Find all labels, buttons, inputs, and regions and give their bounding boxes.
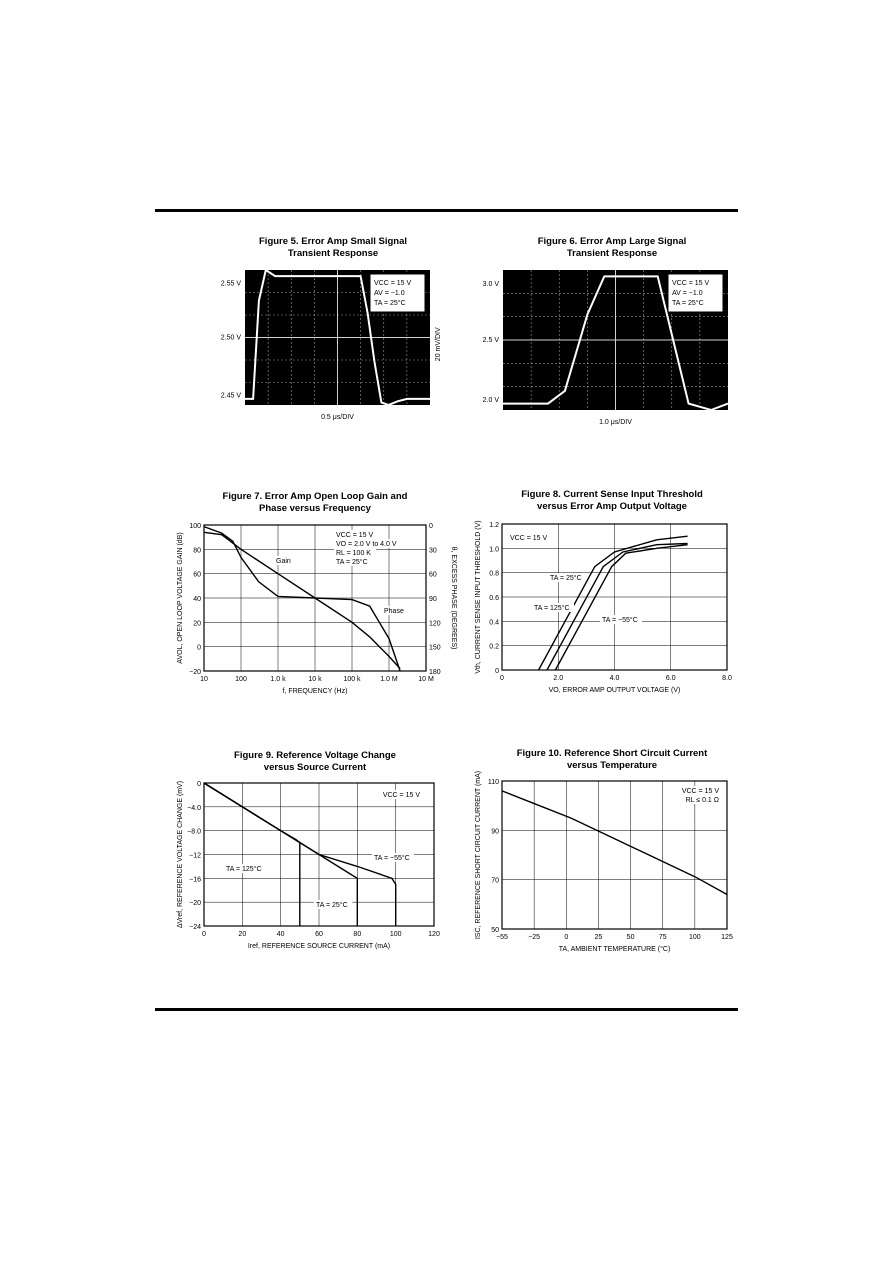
- fig9-y-tick-label: −20: [189, 900, 201, 908]
- fig7-x-tick-label: 10 M: [418, 676, 434, 683]
- fig7-y-tick-label: −20: [189, 669, 201, 676]
- fig8-x-tick-label: 4.0: [609, 675, 620, 682]
- fig10-x-tick-label: 0: [564, 934, 569, 941]
- fig9-y-tick-label: 0: [197, 781, 201, 788]
- fig9-x-tick-label: 100: [389, 931, 402, 938]
- fig5-condition: VCC = 15 V: [374, 280, 412, 287]
- fig5-condition: AV = −1.0: [374, 290, 405, 297]
- fig8-x-tick-label: 2.0: [553, 675, 564, 682]
- fig6-y-tick-label: 3.0 V: [482, 281, 499, 288]
- fig8-x-axis-label: VO, ERROR AMP OUTPUT VOLTAGE (V): [548, 687, 681, 694]
- fig7-condition: VCC = 15 V: [336, 532, 374, 539]
- fig10-y-tick-label: 110: [487, 779, 499, 786]
- fig8-series-label: TA = 25°C: [550, 575, 582, 582]
- fig9-x-tick-label: 60: [315, 931, 323, 938]
- fig10-x-tick-label: 50: [626, 934, 635, 941]
- fig7-x-axis-label: f, FREQUENCY (Hz): [282, 688, 348, 695]
- fig8-y-tick-label: 0.2: [489, 643, 499, 651]
- fig10-x-tick-label: 125: [721, 934, 733, 941]
- fig7-y-right-tick-label: 30: [429, 547, 437, 555]
- fig8-y-tick-label: 0.6: [489, 595, 499, 602]
- fig8-x-tick-label: 0: [500, 675, 504, 682]
- fig8-y-tick-label: 1.2: [489, 522, 499, 529]
- fig6-condition: AV = −1.0: [672, 290, 703, 297]
- fig8-y-tick-label: 0.8: [489, 570, 499, 578]
- fig7-y-tick-label: 60: [193, 571, 201, 579]
- fig9-y-tick-label: −8.0: [187, 828, 201, 836]
- fig10-y-tick-label: 90: [491, 828, 499, 836]
- fig7-condition: VO = 2.0 V to 4.0 V: [336, 541, 397, 548]
- fig9-x-tick-label: 80: [353, 931, 362, 938]
- fig9-x-tick-label: 120: [428, 931, 440, 938]
- fig7-y-right-axis-label: θ, EXCESS PHASE (DEGREES): [450, 546, 457, 650]
- fig7-y-right-tick-label: 60: [429, 571, 437, 579]
- fig7-y-tick-label: 40: [193, 596, 201, 603]
- fig9-y-tick-label: −16: [189, 876, 201, 884]
- fig10-x-tick-label: −25: [528, 934, 541, 941]
- fig10-x-tick-label: 75: [658, 934, 667, 941]
- fig9-y-tick-label: −12: [189, 852, 201, 860]
- fig5-y-tick-label: 2.55 V: [220, 280, 241, 288]
- fig9-series-label: TA = −55°C: [374, 855, 410, 862]
- fig8-series-label: TA = −55°C: [602, 617, 638, 624]
- fig7-y-tick-label: 20: [193, 620, 201, 628]
- fig8-y-tick-label: 0.4: [489, 619, 499, 627]
- fig8-title: Figure 8. Current Sense Input Threshold versus Error Amp Output Voltage: [521, 489, 703, 512]
- fig10-x-axis-label: TA, AMBIENT TEMPERATURE (°C): [558, 946, 671, 953]
- fig7-y-tick-label: 0: [197, 644, 201, 652]
- fig6-y-tick-label: 2.5 V: [482, 337, 499, 344]
- fig6-y-tick-label: 2.0 V: [482, 397, 499, 405]
- fig10-y-tick-label: 50: [491, 927, 499, 934]
- fig7-x-tick-label: 10 k: [308, 676, 322, 683]
- fig6-title: Figure 6. Error Amp Large Signal Transient Response: [537, 236, 687, 259]
- fig10-x-tick-label: 25: [594, 934, 603, 941]
- fig7-y-right-tick-label: 180: [429, 669, 441, 676]
- fig5-y-tick-label: 2.50 V: [220, 334, 241, 342]
- fig7-x-tick-label: 100: [235, 676, 247, 683]
- fig8-y-tick-label: 1.0: [489, 546, 499, 554]
- fig8-x-tick-label: 8.0: [722, 675, 732, 682]
- fig9-y-tick-label: −4.0: [187, 804, 201, 812]
- fig5-x-axis-label: 0.5 μs/DIV: [321, 414, 354, 421]
- fig10-x-tick-label: −55: [496, 934, 508, 941]
- fig7-title: Figure 7. Error Amp Open Loop Gain and Phase versus Frequency: [222, 491, 408, 514]
- fig9-x-axis-label: Iref, REFERENCE SOURCE CURRENT (mA): [247, 943, 391, 950]
- fig9-x-tick-label: 20: [238, 931, 247, 938]
- fig7-x-tick-label: 1.0 k: [270, 676, 286, 683]
- fig7-series-label: Phase: [384, 608, 404, 615]
- fig9-x-tick-label: 0: [202, 931, 206, 938]
- fig8-series-label: TA = 125°C: [534, 605, 570, 612]
- fig9-x-tick-label: 40: [276, 931, 285, 938]
- fig7-y-right-tick-label: 150: [429, 644, 441, 652]
- fig7-y-right-tick-label: 90: [429, 596, 437, 603]
- fig8-y-axis-label: Vth, CURRENT SENSE INPUT THRESHOLD (V): [475, 520, 482, 674]
- fig7-y-right-tick-label: 120: [429, 620, 441, 628]
- fig9-condition: VCC = 15 V: [382, 792, 420, 799]
- fig7-condition: TA = 25°C: [336, 559, 368, 566]
- fig7-y-tick-label: 100: [189, 523, 201, 530]
- fig7-y-right-tick-label: 0: [429, 523, 433, 530]
- fig9-series-label: TA = 25°C: [316, 902, 348, 909]
- fig6-condition: VCC = 15 V: [672, 280, 710, 287]
- fig8-condition: VCC = 15 V: [510, 535, 548, 542]
- fig7-y-tick-label: 80: [193, 547, 201, 555]
- fig6-x-axis-label: 1.0 μs/DIV: [599, 419, 632, 426]
- fig9-title: Figure 9. Reference Voltage Change versus Source Current: [234, 750, 396, 773]
- fig10-title: Figure 10. Reference Short Circuit Current versus Temperature: [516, 748, 708, 771]
- fig8-y-tick-label: 0: [495, 668, 499, 675]
- fig7-x-tick-label: 1.0 M: [380, 676, 398, 683]
- fig5-y-tick-label: 2.45 V: [220, 392, 241, 400]
- fig7-x-tick-label: 10: [200, 676, 208, 683]
- fig7-y-axis-label: AVOL, OPEN LOOP VOLTAGE GAIN (dB): [177, 532, 184, 664]
- fig10-condition: RL ≤ 0.1 Ω: [685, 797, 719, 804]
- fig6-condition: TA = 25°C: [672, 300, 704, 307]
- fig5-condition: TA = 25°C: [374, 300, 406, 307]
- fig7-condition: RL = 100 K: [336, 550, 371, 557]
- fig9-series-label: TA = 125°C: [226, 866, 262, 873]
- fig10-condition: VCC = 15 V: [681, 788, 719, 795]
- fig9-y-tick-label: −24: [189, 924, 201, 931]
- fig10-x-tick-label: 100: [689, 934, 701, 941]
- fig7-series-label: Gain: [276, 558, 291, 565]
- fig7-x-tick-label: 100 k: [343, 676, 361, 683]
- fig9-y-axis-label: ΔVref, REFERENCE VOLTAGE CHANGE (mV): [177, 780, 184, 929]
- fig5-title: Figure 5. Error Amp Small Signal Transient Response: [259, 236, 407, 259]
- fig10-y-axis-label: ISC, REFERENCE SHORT CIRCUIT CURRENT (mA): [475, 770, 482, 940]
- fig10-legend: [679, 786, 721, 804]
- fig8-x-tick-label: 6.0: [665, 675, 676, 682]
- fig10-y-tick-label: 70: [491, 877, 499, 885]
- fig5-right-label: 20 mV/DIV: [435, 327, 442, 362]
